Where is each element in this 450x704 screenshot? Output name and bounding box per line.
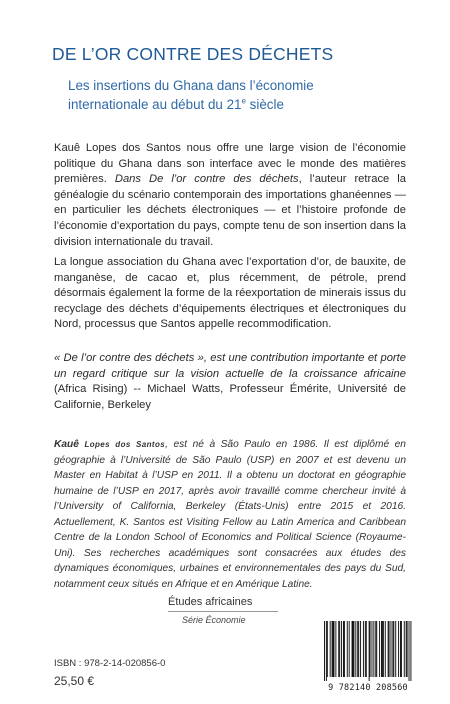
book-subtitle <box>68 76 408 114</box>
barcode-bar <box>388 621 389 677</box>
isbn: ISBN : 978-2-14-020856-0 <box>54 658 166 669</box>
barcode-bar <box>335 621 336 677</box>
summary-paragraph-1 <box>54 141 406 250</box>
subtitle-line-2 <box>68 95 408 114</box>
barcode-bar <box>365 621 366 677</box>
series-divider <box>168 611 278 612</box>
barcode-bar <box>369 621 370 681</box>
barcode-bar <box>343 621 344 677</box>
barcode-bar <box>338 621 339 677</box>
subtitle-line-1: Les insertions du Ghana dans l’économie <box>68 78 314 93</box>
barcode-bar <box>391 621 392 677</box>
barcode-bar <box>353 621 354 677</box>
subtitle-line-2-end: siècle <box>245 97 284 112</box>
author-bio <box>54 437 406 592</box>
price: 25,50 € <box>54 674 95 688</box>
barcode-bar <box>410 621 411 681</box>
barcode-bar <box>334 621 335 677</box>
barcode-bar <box>355 621 356 677</box>
barcode-bar <box>389 621 390 677</box>
series-logo <box>168 596 288 625</box>
barcode-bar <box>407 621 408 677</box>
barcode-bar <box>372 621 373 677</box>
book-title: DE L’OR CONTRE DES DÉCHETS <box>52 44 334 64</box>
series-subtitle: Série Économie <box>182 615 246 625</box>
barcode-bar <box>358 621 359 677</box>
barcode-bar <box>330 621 331 677</box>
barcode-bar <box>401 621 402 677</box>
barcode-bar <box>370 621 371 677</box>
author-name <box>54 439 165 450</box>
barcode-bar <box>347 621 348 677</box>
barcode-bar <box>393 621 394 677</box>
barcode-bar <box>381 621 382 677</box>
barcode-bar <box>404 621 405 677</box>
barcode-bar <box>373 621 374 677</box>
barcode-bar <box>349 621 350 677</box>
summary-p1-text-a: Kauê Lopes dos Santos nous offre une large vision de l’économie politique du Ghana dans son interface avec le monde des matières premières. <box>54 142 406 186</box>
barcode-digits: 9 782140 208560 <box>328 683 408 693</box>
summary-paragraph-2: La longue association du Ghana avec l’exportation d’or, de bauxite, de manganèse, de cacao et, plus récemment, de pétrole, prend désormais également la forme de la réexportation de minerais issus du recyclage des déchets d’équipements électriques et électroniques du Nord, processus que Santos appelle recommodification. <box>54 256 406 331</box>
barcode-bar <box>339 621 340 677</box>
barcode-bar <box>398 621 399 677</box>
barcode-bar <box>352 621 353 677</box>
barcode-bar <box>363 621 364 677</box>
barcode-bar <box>327 621 328 677</box>
barcode-bar <box>324 621 325 681</box>
barcode <box>322 621 414 699</box>
series-name: Études africaines <box>168 596 253 608</box>
subtitle-superscript: e <box>241 96 246 106</box>
author-bio-text: , est né à São Paulo en 1986. Il est diplômé en géographie à l’Université de São Paulo (USP) en 2007 et est devenu un Master en Habitat à l’USP en 2011. Il a obtenu un doctorat en géographie humaine de l’USP en 2017, après avoir travaillé comme chercheur invité à l’University of California, Berkeley (États-Unis) entre 2015 et 2016. Actuellement, K. Santos est Visiting Fellow au Latin America and Caribbean Centre de la London School of Economics and Political Science (Royaume-Uni). Ses recherches académiques sont consacrées aux études des dynamiques économiques, urbaines et environnementales des pays du Sud, notamment ceux situés en Afrique et en Amérique Latine. <box>54 439 406 590</box>
barcode-bar <box>375 621 376 677</box>
barcode-icon <box>322 621 414 683</box>
summary-p1-text-b: , l’auteur retrace la généalogie du scénario contemporain des importations ghanéennes — en particulier les déchets électroniques — et l’histoire profonde de l’économie d’exportation du pays, compte tenu de son insertion dans la division internationale du travail. <box>54 173 407 248</box>
barcode-bar <box>400 621 401 677</box>
summary-p1-emphasis: Dans De l’or contre des déchets <box>114 173 299 186</box>
barcode-bar <box>326 621 327 681</box>
barcode-bar <box>366 621 367 677</box>
barcode-bar <box>382 621 383 677</box>
barcode-bar <box>344 621 345 677</box>
barcode-bar <box>409 621 410 681</box>
barcode-bar <box>406 621 407 677</box>
quote-attribution: (Africa Rising) -- Michael Watts, Professeur Émérite, Université de Californie, Berkeley <box>54 383 406 411</box>
quote-text: « De l’or contre des déchets », est une contribution importante et porte un regard critique sur la vision actuelle de la croissance africaine <box>54 352 406 380</box>
author-first-name: Kauê <box>54 439 85 450</box>
quote-paragraph <box>54 351 406 413</box>
barcode-bar <box>341 621 342 677</box>
barcode-bar <box>333 621 334 677</box>
barcode-bar <box>395 621 396 677</box>
barcode-bar <box>383 621 384 677</box>
barcode-bar <box>360 621 361 677</box>
barcode-bar <box>357 621 358 677</box>
subtitle-line-2-text: internationale au début du 21 <box>68 97 242 112</box>
barcode-bar <box>392 621 393 677</box>
barcode-bar <box>379 621 380 677</box>
author-last-name: Lopes dos Santos <box>84 440 166 449</box>
barcode-bar <box>385 621 386 677</box>
barcode-bar <box>353 621 354 677</box>
barcode-bar <box>332 621 333 677</box>
barcode-bar <box>376 621 377 677</box>
